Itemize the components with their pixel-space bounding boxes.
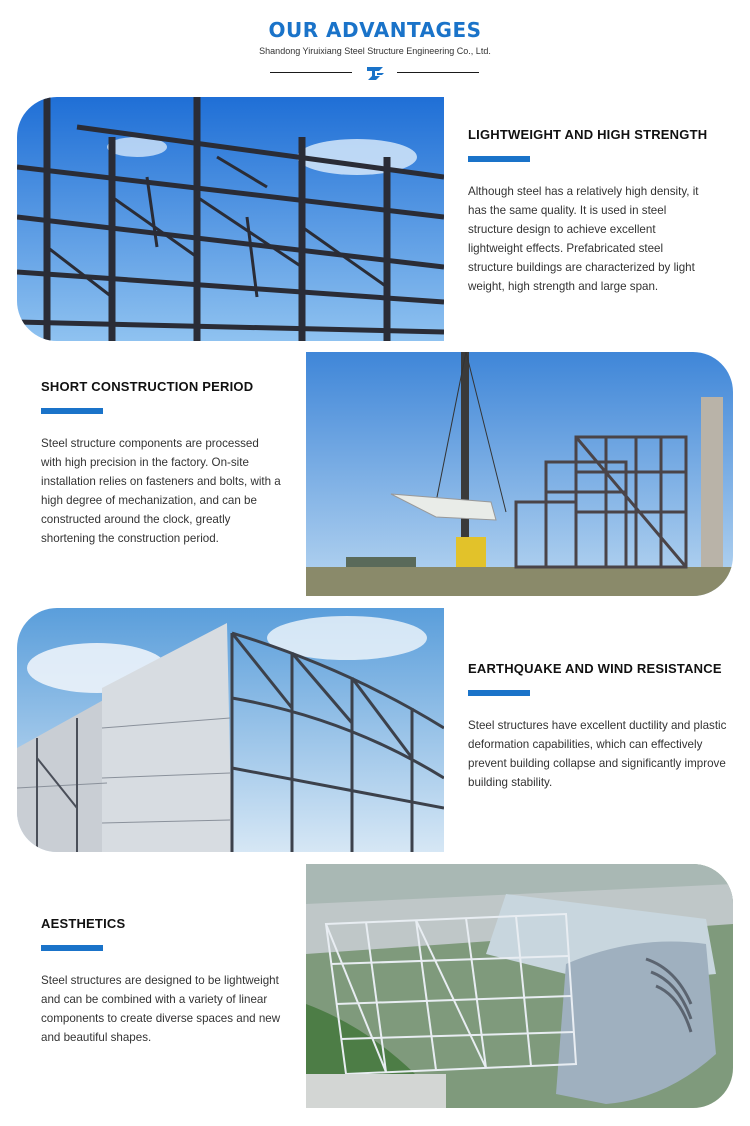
feature-description: Although steel has a relatively high density, it has the same quality. It is used in steel structure design to achieve excellent lightweight effects. Prefabricated steel structure buildings are characterized by light weight, high strength and large span. (468, 185, 699, 293)
page-title: OUR ADVANTAGES (268, 18, 482, 42)
divider-left (270, 72, 352, 73)
crane-installation-photo (306, 352, 733, 596)
feature-heading: LIGHTWEIGHT AND HIGH STRENGTH (468, 127, 708, 142)
aerial-building-photo (306, 864, 733, 1108)
divider-right (397, 72, 479, 73)
feature-description: Steel structures have excellent ductility and plastic deformation capabilities, which can effectively prevent building collapse and significantly improve building stability. (468, 719, 727, 789)
truss-cladding-photo (17, 608, 444, 852)
feature-description: Steel structure components are processed with high precision in the factory. On-site installation relies on fasteners and bolts, with a high degree of mechanization, and can be constructed around the clock, greatly shortening the construction period. (41, 437, 281, 545)
company-name: Shandong Yiruixiang Steel Structure Engineering Co., Ltd. (259, 46, 491, 56)
page-header (0, 0, 750, 95)
feature-lightweight (468, 127, 708, 296)
feature-description: Steel structures are designed to be lightweight and can be combined with a variety of linear components to create diverse spaces and new and beautiful shapes. (41, 974, 281, 1044)
accent-bar (41, 408, 103, 414)
accent-bar (41, 945, 103, 951)
feature-heading: AESTHETICS (41, 916, 126, 931)
feature-short-construction (41, 379, 281, 548)
feature-heading: EARTHQUAKE AND WIND RESISTANCE (468, 661, 722, 676)
accent-bar (468, 690, 530, 696)
steel-frame-photo (17, 97, 444, 341)
feature-earthquake-wind (468, 661, 728, 792)
steel-beam-logo-icon (364, 63, 386, 83)
accent-bar (468, 156, 530, 162)
feature-heading: SHORT CONSTRUCTION PERIOD (41, 379, 254, 394)
feature-aesthetics (41, 916, 281, 1047)
